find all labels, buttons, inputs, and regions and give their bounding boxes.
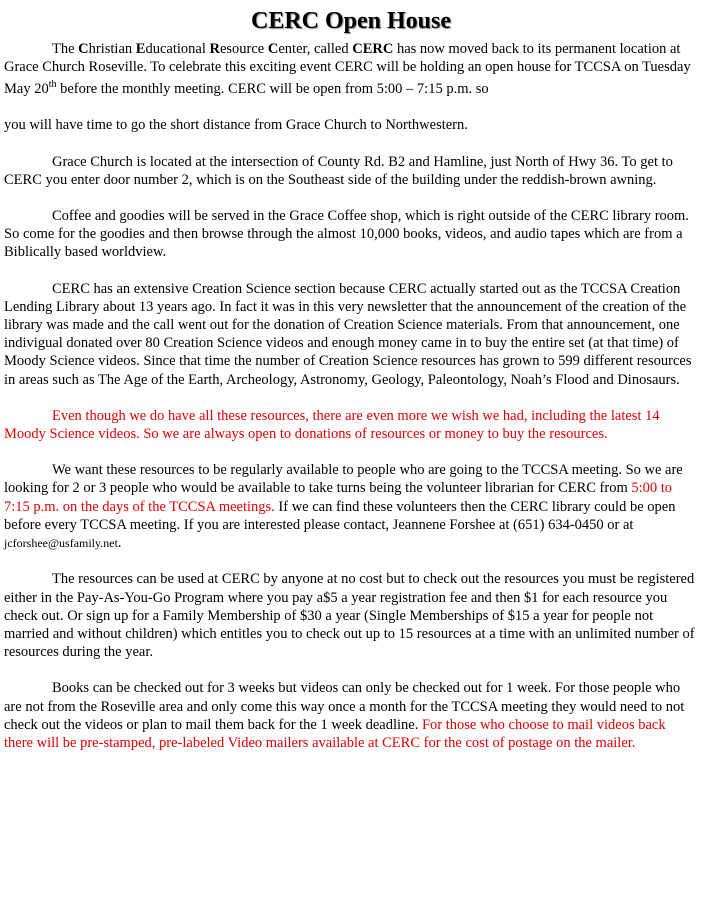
- paragraph-coffee: Coffee and goodies will be served in the Grace Coffee shop, which is right outside of the CERC library room. So come for the goodies and then browse through the almost 10,000 books, videos, and audio tapes which are from a Biblically based worldview.: [4, 208, 689, 261]
- text-run: Books can be checked out for 3 weeks but videos can only be checked out for 1 week. For those people who are not from the Roseville area and only come this way once a month for the TCCSA meeting they would need to not check out the videos or plan to mail them back for the 1 week deadline.: [4, 680, 685, 733]
- text-run: has now moved back to its permanent location at Grace Church Roseville. To celebrate this exciting event CERC will be holding an open house for TCCSA on Tuesday May 20: [4, 41, 691, 98]
- email-address[interactable]: jcforshee@usfamily.net: [4, 536, 118, 551]
- acronym-bold: CERC: [352, 41, 394, 57]
- paragraph-membership: The resources can be used at CERC by anyone at no cost but to check out the resources you must be registered either in the Pay-As-You-Go Program where you pay a$5 a year registration fee and then $1 for each resource you check out. Or sign up for a Family Membership of $30 a year (Single Memberships of $15 a year for people not married and without children) which entitles you to check out up to 15 resources at a time with an unlimited number of resources during the year.: [4, 571, 695, 661]
- paragraph-donations: [4, 407, 698, 443]
- ordinal-suffix: th: [48, 79, 57, 91]
- acronym-letter: E: [135, 41, 146, 57]
- text-run: before the monthly meeting. CERC will be open from 5:00 – 7:15 p.m. so: [56, 81, 489, 98]
- text-run: esource: [219, 41, 268, 57]
- text-run: ducational: [145, 41, 210, 57]
- highlight-text: Even though we do have all these resources, there are even more we wish we had, including the latest 14 Moody Science videos. So we are always open to donations of resources or money to buy the resources.: [4, 407, 660, 443]
- highlight-text: For those who choose to mail videos back there will be pre-stamped, pre-labeled Video mailers available at CERC for the cost of postage on the mailer.: [4, 716, 666, 751]
- paragraph-creation-science: CERC has an extensive Creation Science section because CERC actually started out as the TCCSA Creation Lending Library about 13 years ago. In fact it was in this very newsletter that the announcement of the creation of the library was made and the call went out for the donation of Creation Science materials. From that announcement, one indivigual donated over 80 Creation Science videos and enough money came in to buy the entire set (at that time) of Moody Science videos. Since that time the number of Creation Science resources has grown to 599 different resources in areas such as The Age of the Earth, Archeology, Astronomy, Geology, Paleontology, Noah’s Flood and Dinosaurs.: [4, 280, 692, 388]
- spacer: [4, 98, 698, 116]
- paragraph-volunteers: [4, 461, 698, 552]
- text-run: We want these resources to be regularly available to people who are going to the TCCSA meeting. So we are looking for 2 or 3 people who would be available to take turns being the volunteer librarian for CERC from: [4, 462, 683, 497]
- paragraph-intro: [4, 40, 698, 98]
- acronym-letter: C: [267, 41, 279, 57]
- paragraph-location: Grace Church is located at the intersection of County Rd. B2 and Hamline, just North of Hwy 36. To get to CERC you enter door number 2, which is on the Southeast side of the building under the reddish-brown awning.: [4, 153, 673, 188]
- page-title: CERC Open House: [250, 8, 452, 34]
- text-run: enter, called: [278, 41, 353, 57]
- text-run: If we can find these volunteers then the CERC library could be open before every TCCSA meeting. If you are interested please contact, Jeannene Forshee at (651) 634-0450 or at: [4, 498, 676, 533]
- highlight-text: 5:00 to 7:15 p.m. on the days of the TCCSA meetings.: [4, 480, 673, 515]
- acronym-letter: R: [209, 41, 220, 57]
- text-run: The: [52, 41, 79, 57]
- text-run: .: [117, 535, 122, 552]
- text-run: hristian: [88, 41, 136, 57]
- acronym-letter: C: [78, 41, 89, 57]
- paragraph-checkout: [4, 679, 698, 752]
- paragraph-intro-continued: you will have time to go the short distance from Grace Church to Northwestern.: [4, 117, 468, 134]
